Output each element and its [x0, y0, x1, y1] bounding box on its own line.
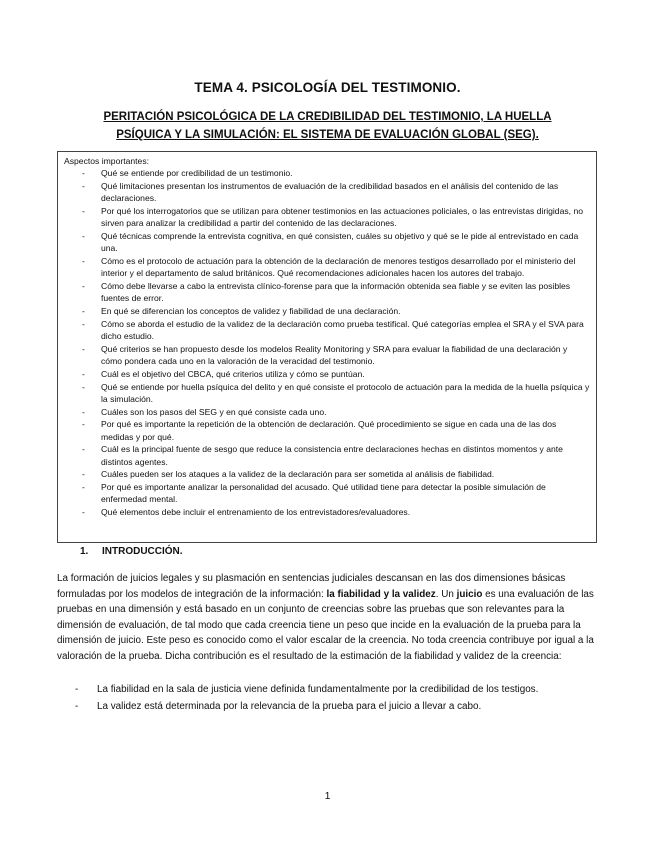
- key-point-item: - Por qué es importante la repetición de la obtención de declaración. Qué procedimiento se sigue en cada una de las dos medidas y por qué.: [82, 419, 557, 442]
- key-point-item: - Por qué los interrogatorios que se utilizan para obtener testimonios en las actuaciones policiales, o las entrevistas dirigidas, no sirven para analizar la credibilidad a partir del contenido de las declaraciones.: [82, 206, 583, 229]
- key-points-list: [64, 167, 590, 518]
- key-point-item: - Qué criterios se han propuesto desde los modelos Reality Monitoring y SRA para evaluar la fiabilidad de una declaración y cómo pondera cada uno en la valoración de la veracidad del testimonio.: [82, 343, 568, 366]
- key-point-text: Cómo se aborda el estudio de la validez de la declaración como prueba testifical. Qué categorías emplea el SRA y el SVA para dicho estudio.: [101, 318, 584, 341]
- key-point-text: Por qué es importante analizar la personalidad del acusado. Qué utilidad tiene para detectar la posible simulación de enfermedad mental.: [101, 482, 546, 505]
- key-point-item: - Cómo se aborda el estudio de la validez de la declaración como prueba testifical. Qué categorías emplea el SRA y el SVA para dicho estudio.: [82, 318, 584, 341]
- key-point-item: - Cuál es el objetivo del CBCA, qué criterios utiliza y cómo se puntúan.: [82, 368, 365, 379]
- key-point-item: - Qué elementos debe incluir el entrenamiento de los entrevistadores/evaluadores.: [82, 507, 411, 518]
- bullet-text: La fiabilidad en la sala de justicia viene definida fundamentalmente por la credibilidad de los testigos.: [97, 684, 539, 695]
- key-points-heading: Aspectos importantes:: [64, 156, 150, 166]
- key-point-item: - Qué limitaciones presentan los instrumentos de evaluación de la credibilidad basados en el análisis del contenido de las declaraciones.: [82, 181, 559, 204]
- key-point-text: Qué criterios se han propuesto desde los modelos Reality Monitoring y SRA para evaluar la fiabilidad de una declaración y cómo pondera cada uno en la valoración de la veracidad del testimonio.: [101, 343, 568, 366]
- key-point-text: Qué se entiende por credibilidad de un testimonio.: [101, 168, 293, 179]
- section-heading: [80, 546, 183, 557]
- key-point-item: - Qué técnicas comprende la entrevista cognitiva, en qué consisten, cuáles su objetivo y qué se le pide al entrevistado en cada una.: [82, 231, 579, 254]
- key-point-text: Por qué es importante la repetición de la obtención de declaración. Qué procedimiento se sigue en cada una de las dos medidas y por qué.: [101, 419, 557, 442]
- key-point-text: Cuál es el objetivo del CBCA, qué criterios utiliza y cómo se puntúan.: [101, 368, 365, 379]
- key-point-item: - Cuál es la principal fuente de sesgo que reduce la consistencia entre declaraciones hechas en distintos momentos y ante distintos agentes.: [82, 444, 563, 467]
- key-point-text: Por qué los interrogatorios que se utilizan para obtener testimonios en las actuaciones policiales, o las entrevistas dirigidas, no sirven para analizar la credibilidad a partir del contenido de las declaraciones.: [101, 206, 583, 229]
- page-subtitle: PERITACIÓN PSICOLÓGICA DE LA CREDIBILIDAD DEL TESTIMONIO, LA HUELLA PSÍQUICA Y LA SIMULACIÓN: EL SISTEMA DE EVALUACIÓN GLOBAL (SEG).: [103, 111, 552, 141]
- key-point-item: - Cómo es el protocolo de actuación para la obtención de la declaración de menores testigos desarrollado por el ministerio del interior y el departamento de salud británicos. Qué recomendaciones adicionales hacen los autores del trabajo.: [82, 256, 576, 279]
- bullet-item: - La fiabilidad en la sala de justicia viene definida fundamentalmente por la credibilidad de los testigos.: [75, 684, 539, 695]
- paragraph-bold-text: la fiabilidad y la validez: [326, 588, 436, 600]
- key-point-item: - Qué se entiende por huella psíquica del delito y en qué consiste el protocolo de actuación para la medida de la huella psíquica y la simulación.: [82, 381, 590, 404]
- key-point-item: - En qué se diferencian los conceptos de validez y fiabilidad de una declaración.: [82, 306, 401, 316]
- key-point-text: Qué elementos debe incluir el entrenamiento de los entrevistadores/evaluadores.: [101, 507, 411, 518]
- bullet-item: - La validez está determinada por la relevancia de la prueba para el juicio a llevar a cabo.: [75, 701, 482, 712]
- key-point-text: Cómo debe llevarse a cabo la entrevista clínico-forense para que la información obtenida sea fiable y se eviten las posibles fuentes de error.: [101, 281, 571, 304]
- key-point-item: - Cómo debe llevarse a cabo la entrevista clínico-forense para que la información obtenida sea fiable y se eviten las posibles fuentes de error.: [82, 281, 571, 304]
- key-point-item: - Qué se entiende por credibilidad de un testimonio.: [82, 168, 293, 179]
- key-point-text: En qué se diferencian los conceptos de validez y fiabilidad de una declaración.: [101, 306, 401, 316]
- key-point-item: - Cuáles pueden ser los ataques a la validez de la declaración para ser sometida al análisis de fiabilidad.: [82, 469, 495, 480]
- key-point-text: Qué limitaciones presentan los instrumentos de evaluación de la credibilidad basados en el análisis del contenido de las declaraciones.: [101, 181, 559, 204]
- key-point-item: - Cuáles son los pasos del SEG y en qué consiste cada uno.: [82, 406, 327, 417]
- key-points-box: [57, 151, 597, 543]
- bullet-text: La validez está determinada por la relevancia de la prueba para el juicio a llevar a cabo.: [97, 701, 482, 712]
- key-point-text: Cuáles pueden ser los ataques a la validez de la declaración para ser sometida al análisis de fiabilidad.: [101, 469, 495, 480]
- paragraph-text: La formación de juicios legales y su plasmación en sentencias judiciales descansan en las dos dimensiones básicas formuladas por los modelos de integración de la información:: [57, 573, 566, 600]
- section-title: INTRODUCCIÓN.: [102, 546, 183, 557]
- key-point-text: Cuál es la principal fuente de sesgo que reduce la consistencia entre declaraciones hechas en distintos momentos y ante distintos agentes.: [101, 444, 563, 467]
- page-title: TEMA 4. PSICOLOGÍA DEL TESTIMONIO.: [194, 80, 461, 95]
- key-point-item: - Por qué es importante analizar la personalidad del acusado. Qué utilidad tiene para detectar la posible simulación de enfermedad mental.: [82, 482, 546, 505]
- key-point-text: Qué técnicas comprende la entrevista cognitiva, en qué consisten, cuáles su objetivo y qué se le pide al entrevistado en cada una.: [101, 231, 579, 254]
- intro-bullet-list: [57, 682, 597, 716]
- key-point-text: Qué se entiende por huella psíquica del delito y en qué consiste el protocolo de actuación para la medida de la huella psíquica y la simulación.: [101, 381, 590, 404]
- key-point-text: Cómo es el protocolo de actuación para la obtención de la declaración de menores testigos desarrollado por el ministerio del interior y el departamento de salud británicos. Qué recomendaciones adicionales hacen los autores del trabajo.: [101, 256, 576, 279]
- paragraph-text: . Un: [435, 588, 457, 600]
- page-number: 1: [324, 790, 331, 802]
- intro-paragraph: [57, 571, 597, 665]
- paragraph-text: es una evaluación de las pruebas en una dimensión y está basado en un conjunto de creencias sobre las pruebas que son relevantes para la dimensión de evaluación, de tal modo que cada creencia tiene un peso que incide en la evaluación de la prueba para la dimensión de juicio. Este peso es conocido como el valor escalar de la creencia. No toda creencia contribuye por igual a la valoración de la prueba. Dicha contribución es el resultado de la estimación de la fiabilidad y validez de la creencia:: [57, 588, 594, 662]
- paragraph-bold-text: juicio: [456, 588, 483, 600]
- section-number: 1.: [80, 546, 89, 557]
- key-point-text: Cuáles son los pasos del SEG y en qué consiste cada uno.: [101, 406, 327, 417]
